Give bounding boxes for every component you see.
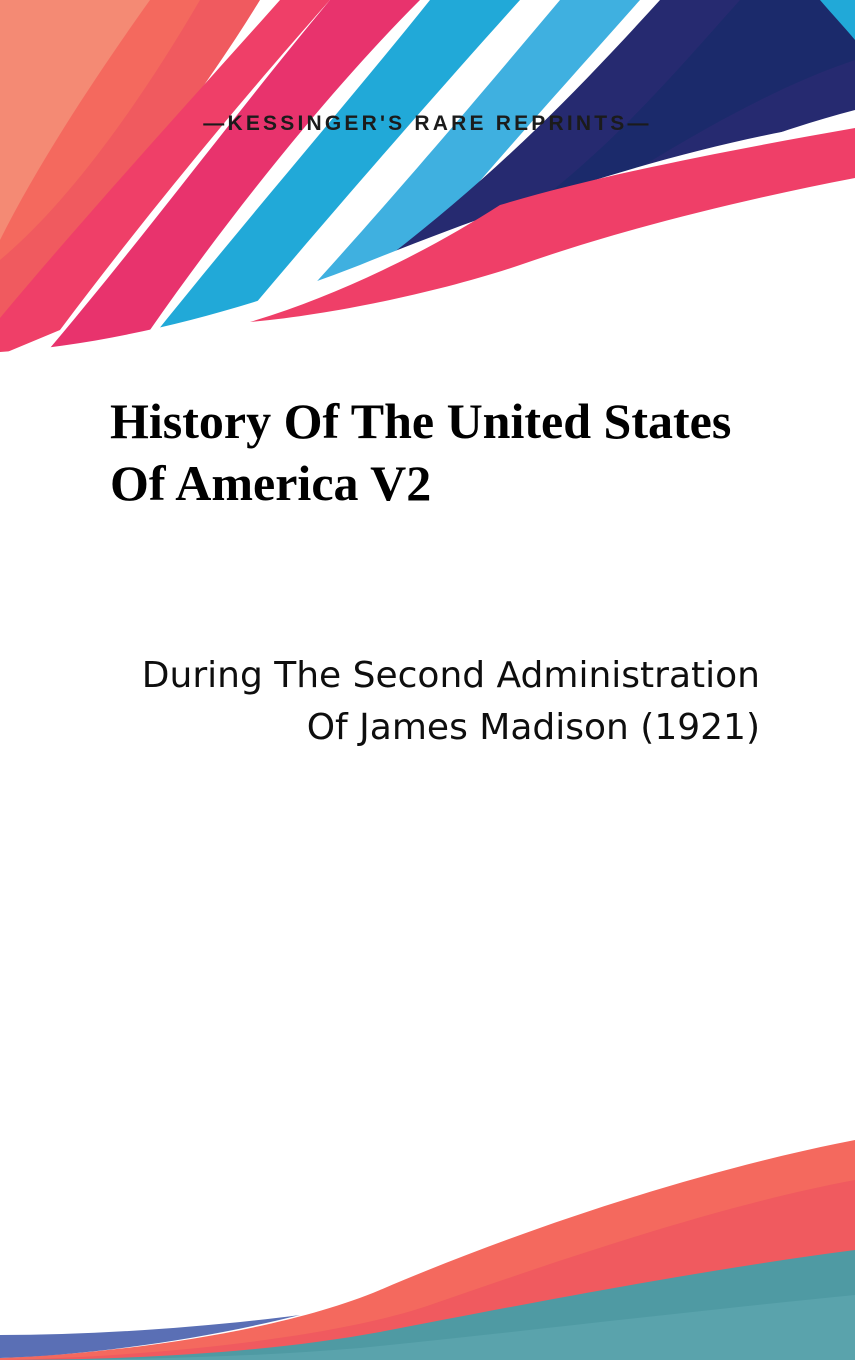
top-decorative-artwork [0,0,855,380]
page-title: History Of The United States Of America V2 [110,393,732,511]
publisher-imprint: —KESSINGER'S RARE REPRINTS— [203,112,652,135]
page-subtitle: During The Second Administration Of James Madison (1921) [141,655,760,749]
bottom-decorative-artwork [0,1100,855,1360]
